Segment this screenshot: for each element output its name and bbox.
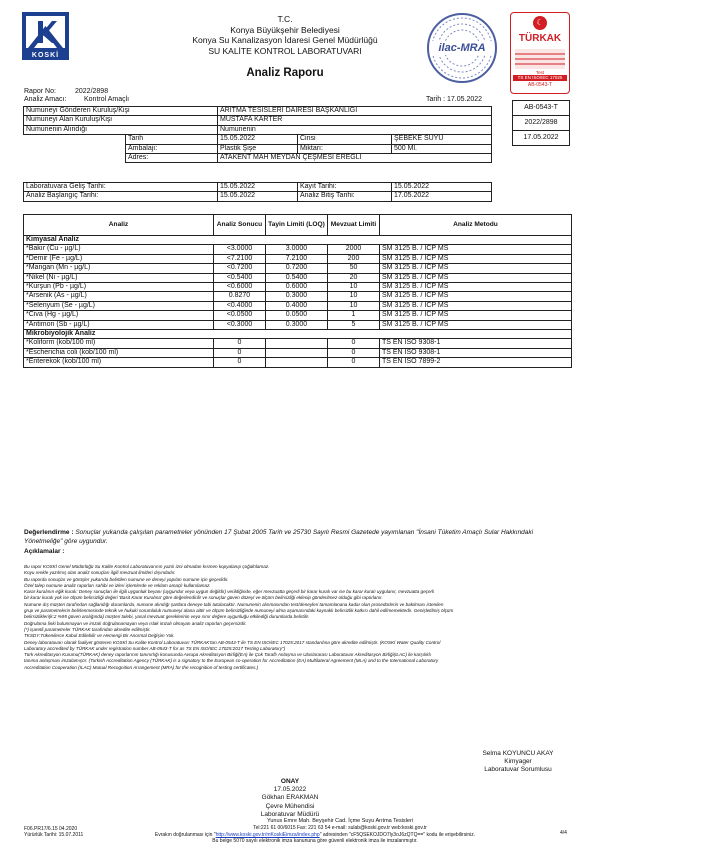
result-value: 0 [214, 339, 266, 348]
header-block [150, 14, 420, 79]
dates-table [23, 182, 492, 202]
note-line: Deney laboratuvarı olarak faaliyet gösteren KOSKİ Su Kalite Kontrol Laboratuvarı TÜRKAK'tan AB-0543-T ile TS EN ISO/IEC 17025:2017 standardına göre akredite edilmiştir. (KOSKİ Water Quality Control [24, 639, 441, 645]
limit-value: 200 [328, 254, 380, 263]
signer-role: Laboratuvar Sorumlusu [484, 766, 552, 774]
analysis-name: *Koliform (kob/100 ml) [24, 339, 214, 348]
note-line: tanıma anlaşması imzalamıştır. (Turkish Accreditation Agency (TÜRKAK) is a signatory to the European co-operation for Accreditation (EA) Multilateral Agreement (MLA) and to the International Laboratory [24, 658, 439, 664]
evaluation-block [24, 528, 554, 546]
loq-value: 0.3000 [266, 292, 328, 301]
koski-logo [22, 12, 69, 60]
side-box-date: 17.05.2022 [513, 131, 570, 146]
table-row [24, 348, 572, 357]
ilac-mra-logo [426, 12, 498, 84]
approval-date: 17.05.2022 [273, 786, 307, 794]
limit-value: 50 [328, 264, 380, 273]
report-title: Analiz Raporu [246, 67, 324, 79]
result-value: <0.5400 [214, 273, 266, 282]
side-box-report-no: 2022/2898 [513, 116, 570, 131]
signer-block [458, 750, 578, 775]
date-value: 15.05.2022 [218, 135, 298, 144]
result-value: 0 [214, 348, 266, 357]
purpose-value: Kontrol Amaçlı [84, 96, 130, 103]
taken-label: Numunenin Alındığı [24, 125, 218, 134]
analysis-name: *Demir (Fe - µg/L) [24, 254, 214, 263]
result-value: <0.6000 [214, 283, 266, 292]
table-row [24, 245, 572, 254]
turkak-test-label: Test [535, 70, 545, 75]
taken-value: Numunenin [218, 125, 492, 134]
limit-value: 10 [328, 283, 380, 292]
analysis-name: *Arsenik (As - µg/L) [24, 292, 214, 301]
verify-post: " adresinden "cF5QSEKOJDO7ly3oJ6zQTQ==" kodu ile erişebilirsiniz. [319, 832, 476, 838]
loq-value: 3.0000 [266, 245, 328, 254]
pack-label: Ambalajı: [126, 144, 218, 153]
approval-name: Gökhan ERAKMAN [261, 794, 319, 802]
header-line-tc: T.C. [277, 14, 293, 24]
record-label: Kayıt Tarihi: [298, 183, 392, 192]
analysis-name: *Nikel (Ni - µg/L) [24, 273, 214, 282]
note-line: (*) işaretli parametreler TÜRKAK tarafından akredite edilmiştir. [24, 626, 151, 632]
table-row [24, 283, 572, 292]
col-limit: Mevzuat Limiti [328, 215, 380, 236]
result-value: 0.8270 [214, 292, 266, 301]
col-result: Analiz Sonucu [214, 215, 266, 236]
analysis-name: *Kurşun (Pb - µg/L) [24, 283, 214, 292]
date-label: Tarih [126, 135, 218, 144]
table-row [24, 339, 572, 348]
note-line: Türk Akreditasyon Kurumu(TÜRKAK) deney raporlarının tanınırlığı konusunda Avrupa Akreditasyon Birliği(EA) ile Çok Taraflı Anlaşma ve Uluslararası Laboratuvar Akreditasyon Birliği(ILAC) ile karşılıklı [24, 652, 431, 658]
limit-value: 0 [328, 358, 380, 367]
start-value: 15.05.2022 [218, 192, 298, 201]
method-value: SM 3125 B. / ICP MS [380, 301, 572, 310]
table-row [24, 358, 572, 367]
result-value: 0 [214, 358, 266, 367]
results-table [23, 214, 572, 368]
analysis-name: *Selenyum (Se - µg/L) [24, 301, 214, 310]
evaluation-text: Sonuçlar yukarıda çalışılan parametreler yönünden 17 Şubat 2005 Tarih ve 25730 Sayılı Resmi Gazetede yayımlanan "İnsani Tüketim Amaçlı Sular Hakkındaki Yönetmeliğe" göre uygundur. [24, 529, 534, 545]
loq-value [266, 339, 328, 348]
turkak-standard: TS EN ISO/IEC 17025 [513, 75, 567, 81]
method-value: TS EN ISO 9308-1 [380, 339, 572, 348]
loq-value: 0.4000 [266, 301, 328, 310]
approval-label: ONAY [280, 778, 300, 785]
spacer [24, 154, 126, 163]
method-value: TS EN ISO 9308-1 [380, 348, 572, 357]
page-number: 4/4 [560, 830, 567, 836]
sender-label: Numuneyi Gönderen Kuruluş/Kişi [24, 107, 218, 116]
side-boxes [512, 100, 570, 146]
result-value: <3.0000 [214, 245, 266, 254]
analysis-name: *Mangan (Mn - µg/L) [24, 264, 214, 273]
limit-value: 1 [328, 311, 380, 320]
note-line: Karar kuralının eğik kuralı: Deney sonuçları ile ilgili uygunluk beyanı (uygundur veya uygun değildir) verildiğinde, eğer mevzuatta geçerli bir karar kuralı var ise bu karar kuralı uygulanır, mevzuatta geçerli [24, 589, 435, 595]
note-line: grup ve parametrelerin belirlenmesinde teknik ve hukuki sorumluluk numuneyi alana aittir ve ölçüm belirsizliğinde numuneyi alma aşamasındaki kaynaklı belirsizlik katkısı dahil edilmemektedir. Genişletilmiş ölçüm [24, 608, 454, 614]
approval-role: Laboratuvar Müdürü [260, 810, 320, 818]
result-value: <0.7200 [214, 264, 266, 273]
note-line: Bu rapor KOSKİ Genel Müdürlüğü Su Kalite Kontrol Laboratuvarının yazılı izni olmadan kısmen kopyalanıp çoğaltılamaz. [24, 564, 270, 569]
footer-contact: Tel:221 61 00/6015 Fax: 221 63 54 e-mail: sulab@koski.gov.tr web:koski.gov.tr [253, 825, 427, 831]
limit-value: 10 [328, 301, 380, 310]
approval-title: Çevre Mühendisi [265, 802, 315, 810]
header-line-municipality: Konya Büyükşehir Belediyesi [230, 24, 340, 35]
limit-value: 5 [328, 320, 380, 329]
esign-line: Bu belge 5070 sayılı elektronik imza kanununa göre güvenli elektronik imza ile imzalanmıştır. [212, 838, 418, 844]
effective-date: Yürürlük Tarihi: 15.07.2011 [24, 832, 84, 838]
method-value: SM 3125 B. / ICP MS [380, 264, 572, 273]
analysis-name: *Escherichia coli (kob/100 ml) [24, 348, 214, 357]
method-value: SM 3125 B. / ICP MS [380, 292, 572, 301]
taker-value: MUSTAFA KARTER [218, 116, 492, 125]
logo-text: KOSKİ [31, 52, 60, 59]
qty-value: 500 Ml. [392, 144, 492, 153]
loq-value: 0.3000 [266, 320, 328, 329]
notes-label: Açıklamalar : [24, 548, 65, 555]
method-value: SM 3125 B. / ICP MS [380, 254, 572, 263]
crescent-icon: ☾ [533, 16, 547, 30]
note-line: Numune dış müşteri tarafından sağlandığı durumlarda, numune alındığı şartlara deneye tabi tutulacaktır. Numunenin alınmasından test/deneyleri tamamlanana kadar olan prosedürlerin ve bakılması istenilen [24, 601, 444, 607]
spacer [24, 135, 126, 144]
limit-value: 10 [328, 292, 380, 301]
end-label: Analiz Bitiş Tarihi: [298, 192, 392, 201]
approval-block [230, 778, 350, 819]
table-row [24, 320, 572, 329]
note-line: Koyu renkle yazılmış olan analiz sonuçları ilgili mevzuat limitleri dışındadır. [24, 570, 176, 576]
qty-label: Miktarı: [298, 144, 392, 153]
turkak-code: AB-0543-T [527, 82, 553, 88]
note-line: belirsizlikleri(k:2 %95 güven aralığında) müşteri talebi, yasal mevzuat gereklerinin veya sınır değere uygunluğu etkilediği durumlarda belirtilir. [24, 614, 310, 620]
micro-section-title: Mikrobiyolojik Analiz [24, 330, 572, 339]
turkak-logo [510, 12, 570, 94]
note-line: Laboratory accredited by TÜRKAK under registration number AB-0543-T for as TS EN ISO/IEC 17025:2017 Testing Laboratory") [24, 645, 286, 651]
result-value: <0.3000 [214, 320, 266, 329]
ilac-text: ilac-MRA [438, 42, 486, 54]
table-row [24, 254, 572, 263]
method-value: SM 3125 B. / ICP MS [380, 245, 572, 254]
verify-pre: Evrakın doğrulanması için " [154, 832, 216, 838]
loq-value: 0.6000 [266, 283, 328, 292]
analysis-name: *Enterekok (kob/100 ml) [24, 358, 214, 367]
col-method: Analiz Metodu [380, 215, 572, 236]
signer-title: Kimyager [504, 758, 532, 766]
method-value: SM 3125 B. / ICP MS [380, 273, 572, 282]
analysis-name: *Antimon (Sb - µg/L) [24, 320, 214, 329]
notes-block [24, 564, 548, 671]
spacer [24, 144, 126, 153]
pack-value: Plastik Şişe [218, 144, 298, 153]
addr-value: ATAKENT MAH MEYDAN ÇEŞMESİ EREĞLİ [218, 154, 492, 163]
loq-value: 0.5400 [266, 273, 328, 282]
note-line: Doğrulama linki bulunmayan ve imzalı doğrulanamayan veya ıslak imzalı olmayan analiz raporları geçersizdir. [24, 620, 247, 626]
loq-value: 0.7200 [266, 264, 328, 273]
end-value: 17.05.2022 [392, 192, 492, 201]
start-label: Analiz Başlangıç Tarihi: [24, 192, 218, 201]
loq-value: 7.2100 [266, 254, 328, 263]
note-line: Accreditation Cooperation (ILAC) Mutual Recognition Arrangement (MRA) for the recognition of testing certificates.) [24, 664, 259, 670]
table-row [24, 311, 572, 320]
record-value: 15.05.2022 [392, 183, 492, 192]
analysis-name: *Bakır (Cu - µg/L) [24, 245, 214, 254]
result-value: <0.4000 [214, 301, 266, 310]
method-value: TS EN ISO 7899-2 [380, 358, 572, 367]
report-no-label: Rapor No: [24, 88, 56, 95]
turkak-wordmark: TÜRKAK [518, 33, 562, 44]
loq-value [266, 358, 328, 367]
arrival-value: 15.05.2022 [218, 183, 298, 192]
table-row [24, 264, 572, 273]
table-row [24, 301, 572, 310]
loq-value: 0.0500 [266, 311, 328, 320]
kind-value: ŞEBEKE SUYU [392, 135, 492, 144]
note-line: Özel talep numune analiz raporları sahibi ve izleri işlemlerde ve reklam amaçlı kullanılamaz. [24, 582, 211, 588]
analysis-name: *Civa (Hg - µg/L) [24, 311, 214, 320]
arrival-label: Laboratuvara Geliş Tarihi: [24, 183, 218, 192]
limit-value: 20 [328, 273, 380, 282]
table-row [24, 273, 572, 282]
signer-name: Selma KOYUNCU AKAY [482, 750, 554, 757]
addr-label: Adres: [126, 154, 218, 163]
taker-label: Numuneyi Alan Kuruluş/Kişi [24, 116, 218, 125]
header-line-directorate: Konya Su Kanalizasyon İdaresi Genel Müdürlüğü [192, 35, 378, 45]
loq-value [266, 348, 328, 357]
method-value: SM 3125 B. / ICP MS [380, 311, 572, 320]
evaluation-label: Değerlendirme : [24, 529, 74, 536]
footer-address: Yunus Emre Mah. Beyşehir Cad. İçme Suyu Arıtma Tesisleri [266, 818, 413, 824]
verify-link[interactable]: http://www.koski.gov.tr/mKoskiEimza/index.php [215, 832, 320, 838]
note-line: bir karar kuralı yok ise ölçüm belirsizliği değeri 'Basit Karar Kuralına' göre değerlendirilir ve sonuçlar güven düzeyi ve ölçüm belirsizliği eklenip gönderilmez olduğu gibi raporlanır. [24, 595, 383, 601]
result-value: <0.0500 [214, 311, 266, 320]
purpose-label: Analiz Amacı: [24, 96, 67, 103]
sample-info-table [23, 106, 492, 163]
result-value: <7.2100 [214, 254, 266, 263]
report-date: Tarih : 17.05.2022 [426, 96, 483, 103]
table-row [24, 292, 572, 301]
note-line: TKSDY:Tükenilerce Kabul Edilebilir ve Hemengi Bir Anormal Değişim Yok. [24, 633, 175, 639]
col-loq: Tayin Limiti (LOQ) [266, 215, 328, 236]
col-analysis: Analiz [24, 215, 214, 236]
kind-label: Cinsi [298, 135, 392, 144]
limit-value: 0 [328, 339, 380, 348]
limit-value: 0 [328, 348, 380, 357]
turkak-stripes [515, 49, 565, 69]
header-line-lab: SU KALİTE KONTROL LABORATUVARI [208, 45, 362, 56]
sender-value: ARITMA TESİSLERİ DAİRESİ BAŞKANLIĞI [218, 107, 492, 116]
method-value: SM 3125 B. / ICP MS [380, 283, 572, 292]
side-box-accreditation: AB-0543-T [513, 101, 570, 116]
form-no: F06.PR17/6.15 04.2020 [24, 826, 78, 832]
limit-value: 2000 [328, 245, 380, 254]
method-value: SM 3125 B. / ICP MS [380, 320, 572, 329]
note-line: Bu raporda sonuçlar ve görüşler yukarıda belirtilen numune ve deneyi yapılan numune için geçerlidir. [24, 576, 229, 582]
chem-section-title: Kimyasal Analiz [24, 236, 572, 245]
report-no-value: 2022/2898 [75, 88, 109, 95]
